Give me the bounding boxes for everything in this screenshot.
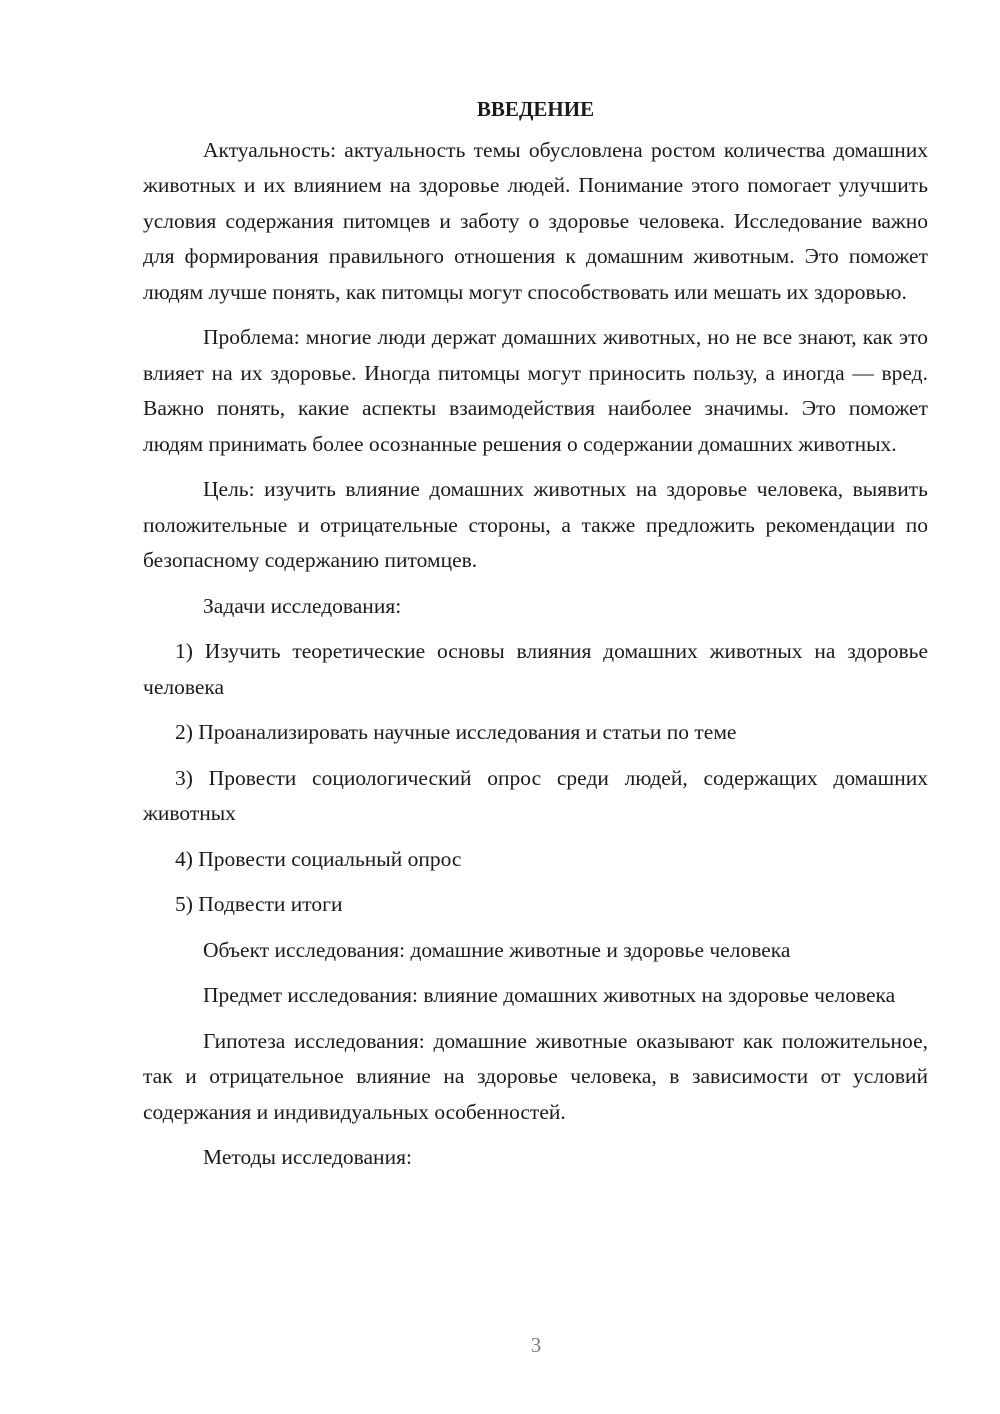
page-title: ВВЕДЕНИЕ xyxy=(476,97,595,121)
methods-heading: Методы исследования: xyxy=(203,1145,412,1169)
task-item-4: 4) Провести социальный опрос xyxy=(175,846,462,871)
task-item-3: 3) Провести социологический опрос среди людей, содержащих домашних животных xyxy=(143,765,928,825)
task-item-1: 1) Изучить теоретические основы влияния домашних животных на здоровье человека xyxy=(143,639,928,699)
task-item-5: 5) Подвести итоги xyxy=(175,892,343,916)
task-item-2: 2) Проанализировать научные исследования и статьи по теме xyxy=(175,720,737,744)
relevance-paragraph: Актуальность: актуальность темы обусловлена ростом количества домашних животных и их влиянием на здоровье людей. Понимание этого помогает улучшить условия содержания питомцев и заботу о здоровье человека. Исследование важно для формирования правильного отношения к домашним животным. Это поможет людям лучше понять, как питомцы могут способствовать или мешать их здоровью. xyxy=(143,137,928,304)
document-page xyxy=(143,92,928,1176)
problem-paragraph: Проблема: многие люди держат домашних животных, но не все знают, как это влияет на их здоровье. Иногда питомцы могут приносить пользу, а иногда — вред. Важно понять, какие аспекты взаимодействия наиболее значимы. Это поможет людям принимать более осознанные решения о содержании домашних животных. xyxy=(143,325,928,456)
tasks-heading: Задачи исследования: xyxy=(203,593,402,618)
goal-paragraph: Цель: изучить влияние домашних животных на здоровье человека, выявить положительные и отрицательные стороны, а также предложить рекомендации по безопасному содержанию питомцев. xyxy=(143,477,928,572)
page-number: 3 xyxy=(530,1333,542,1357)
hypothesis-paragraph: Гипотеза исследования: домашние животные оказывают как положительное, так и отрицательное влияние на здоровье человека, в зависимости от условий содержания и индивидуальных особенностей. xyxy=(143,1028,928,1124)
subject-paragraph: Предмет исследования: влияние домашних животных на здоровье человека xyxy=(203,983,896,1007)
object-paragraph: Объект исследования: домашние животные и здоровье человека xyxy=(203,937,791,962)
